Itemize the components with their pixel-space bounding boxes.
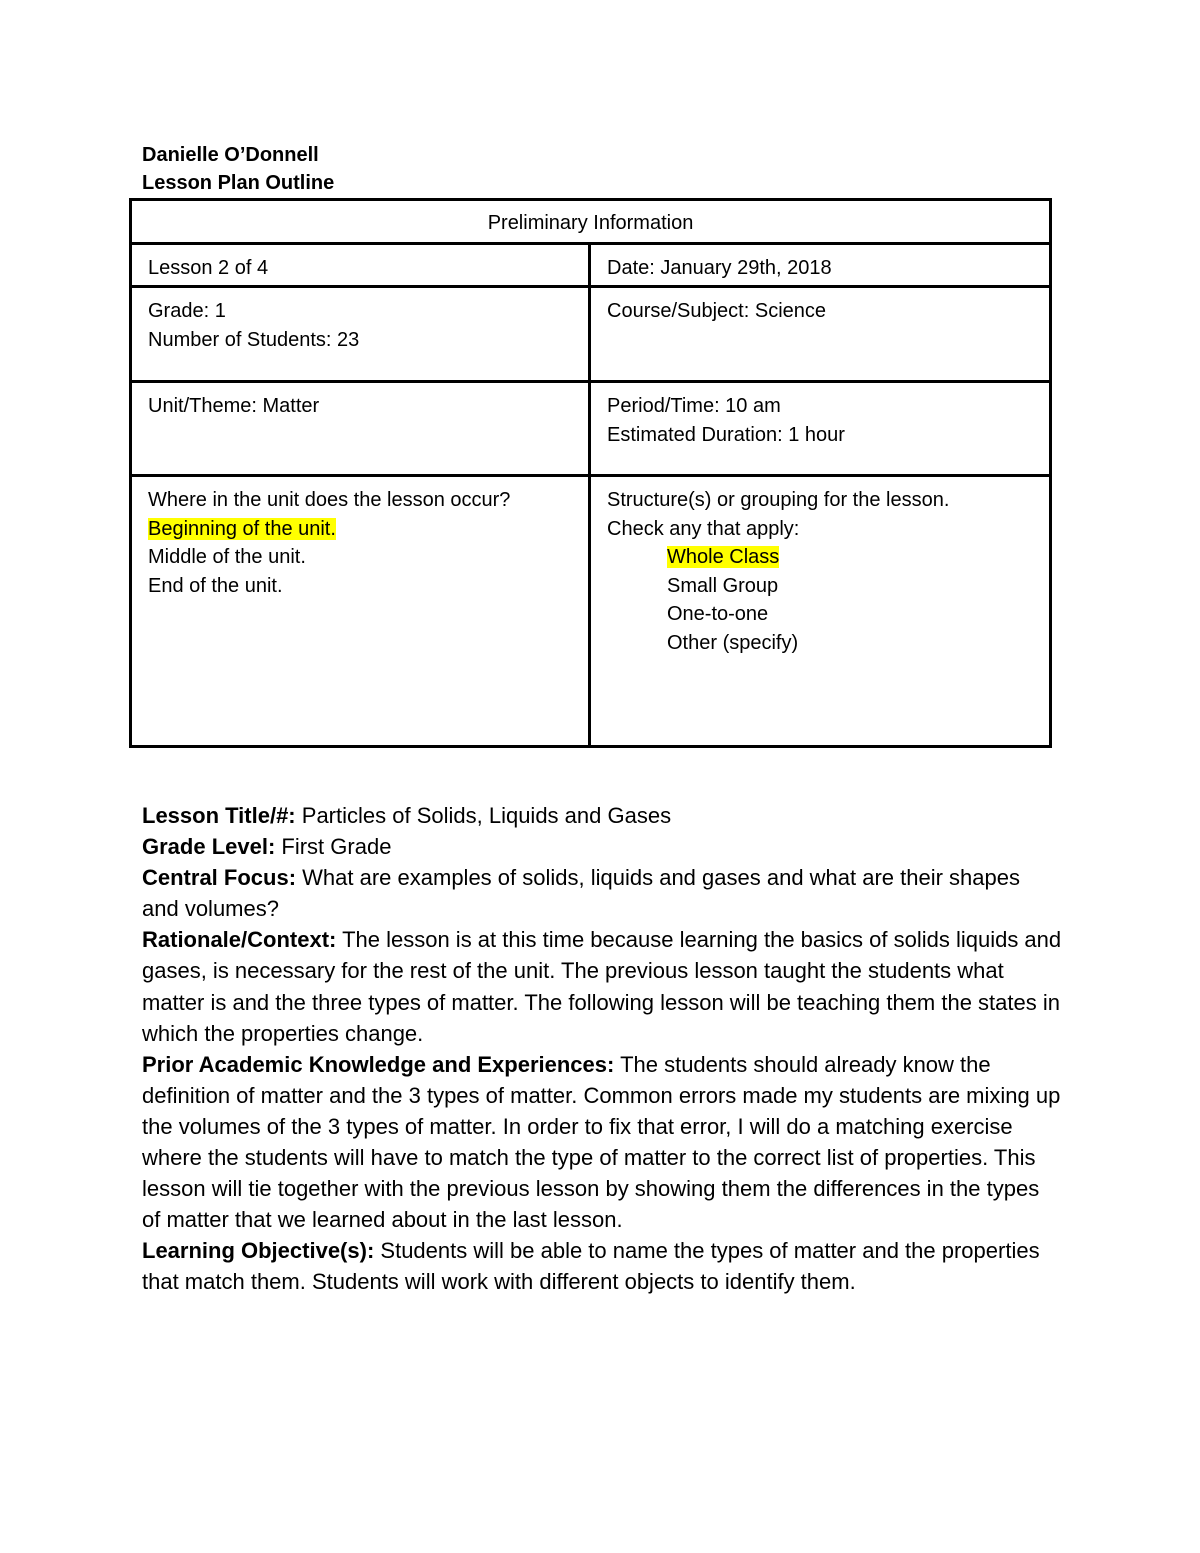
- estimated-duration: Estimated Duration: 1 hour: [607, 423, 845, 446]
- document-header: [142, 141, 334, 197]
- learning-objectives-section: [142, 1235, 1062, 1297]
- period-cell: [590, 382, 1051, 476]
- section-label: Grade Level:: [142, 834, 276, 860]
- grouping-option: Small Group: [667, 574, 779, 597]
- section-label: Prior Academic Knowledge and Experiences:: [142, 1051, 615, 1077]
- section-label: Rationale/Context:: [142, 927, 337, 953]
- unit-position-cell: [131, 476, 590, 747]
- date-cell: [590, 244, 1051, 287]
- unit-theme: Unit/Theme: Matter: [148, 395, 320, 417]
- author-name: Danielle O’Donnell: [142, 144, 319, 166]
- preliminary-information-table: [129, 198, 1052, 748]
- section-text: First Grade: [281, 834, 392, 860]
- course-cell: [590, 287, 1051, 382]
- grouping-cell: [590, 476, 1051, 747]
- table-title: Preliminary Information: [487, 212, 694, 234]
- unit-position-option: Middle of the unit.: [148, 546, 306, 568]
- grouping-option: One-to-one: [667, 603, 769, 625]
- unit-position-question: Where in the unit does the lesson occur?: [148, 489, 511, 511]
- lesson-cell: [131, 244, 590, 287]
- grade-value: Grade: 1: [148, 300, 226, 322]
- grouping-option: [607, 543, 1033, 572]
- document-title: Lesson Plan Outline: [142, 172, 335, 194]
- section-text: Students will be able to name the types of matter and the properties that match them. Students will work with different objects to identify them.: [142, 1238, 1040, 1295]
- section-text: The students should already know the definition of matter and the 3 types of matter. Common errors made my students are mixing up the volumes of the 3 types of matter. In order to fix that error, I will do a matching exercise where the students will have to match the type of matter to the correct list of properties. This lesson will tie together with the previous lesson by showing them the differences in the types of matter that we learned about in the last lesson.: [142, 1051, 1061, 1233]
- grade-cell: [131, 287, 590, 382]
- section-label: Lesson Title/#:: [142, 803, 296, 828]
- lesson-number: Lesson 2 of 4: [148, 257, 269, 279]
- course-subject: Course/Subject: Science: [607, 300, 827, 322]
- prior-knowledge-section: [142, 1049, 1062, 1236]
- section-label: Central Focus:: [142, 865, 297, 891]
- lesson-date: Date: January 29th, 2018: [607, 257, 832, 279]
- section-text: The lesson is at this time because learning the basics of solids liquids and gases, is necessary for the rest of the unit. The previous lesson taught the students what matter is and the three types of matter. The following lesson will be teaching them the states in which the properties change.: [142, 927, 1062, 1046]
- number-of-students: Number of Students: 23: [148, 328, 360, 351]
- section-label: Learning Objective(s):: [142, 1238, 375, 1264]
- unit-cell: [131, 382, 590, 476]
- unit-position-option: End of the unit.: [148, 574, 283, 597]
- section-text: Particles of Solids, Liquids and Gases: [301, 803, 672, 828]
- rationale-section: [142, 924, 1062, 1048]
- lesson-title-section: [142, 800, 1062, 831]
- lesson-details: [142, 800, 1062, 1298]
- selected-highlight: Whole Class: [667, 546, 780, 568]
- grouping-question: Structure(s) or grouping for the lesson.: [607, 489, 950, 511]
- grouping-instruction: Check any that apply:: [607, 517, 800, 540]
- grade-level-section: [142, 831, 1062, 862]
- grouping-option: Other (specify): [667, 631, 799, 654]
- central-focus-section: [142, 862, 1062, 924]
- unit-position-option: [148, 515, 572, 544]
- selected-highlight: Beginning of the unit.: [148, 517, 336, 540]
- section-text: What are examples of solids, liquids and gases and what are their shapes and volumes?: [142, 865, 1021, 922]
- period-time: Period/Time: 10 am: [607, 395, 781, 417]
- table-title-cell: [131, 200, 1051, 244]
